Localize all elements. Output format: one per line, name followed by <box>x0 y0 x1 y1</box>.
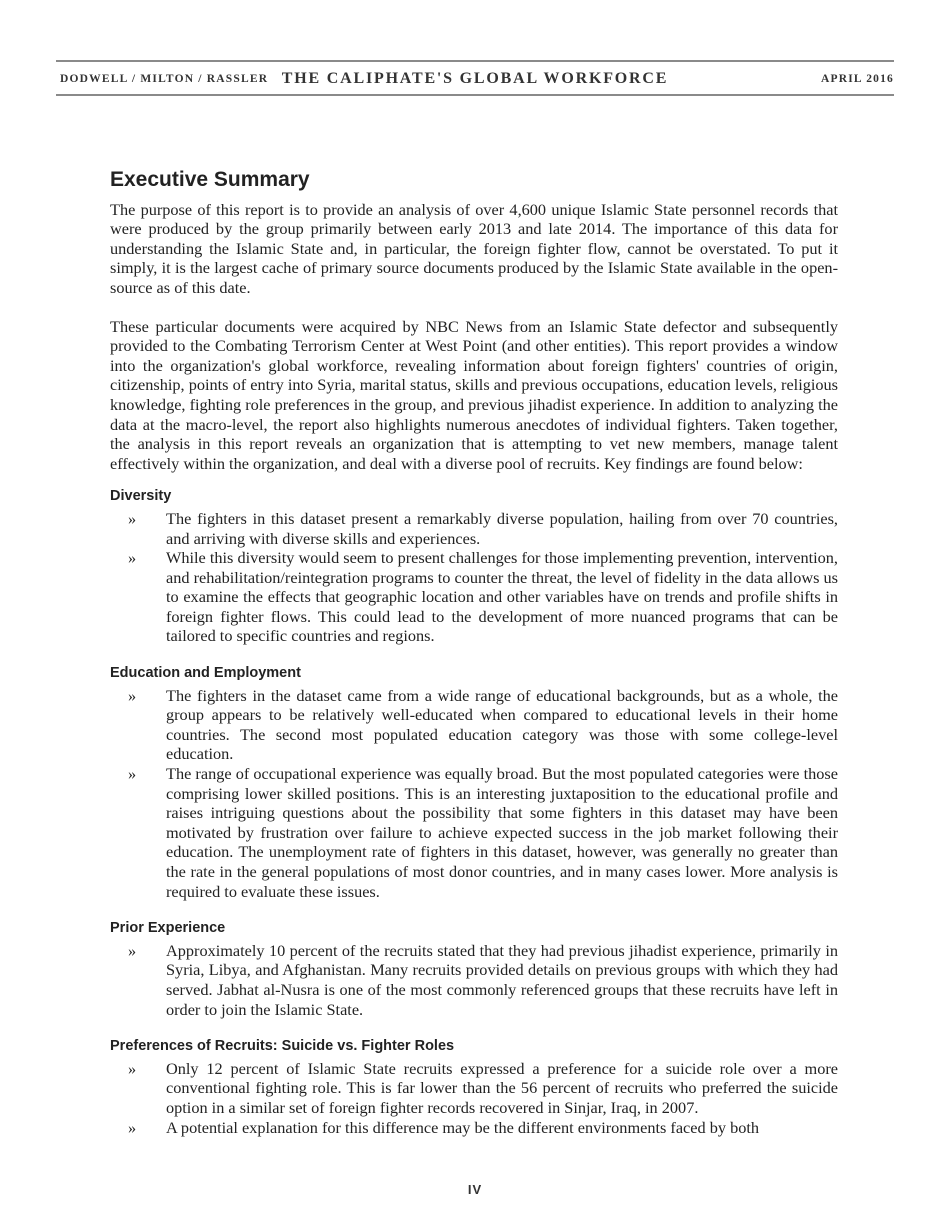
findings-list <box>110 1059 838 1137</box>
findings-list <box>110 686 838 902</box>
list-item <box>110 941 838 1019</box>
list-item <box>110 548 838 646</box>
bullet-marker-icon: » <box>128 1117 137 1137</box>
list-item-text: Only 12 percent of Islamic State recruits expressed a preference for a suicide role over a more conventional fighting role. This is far lower than the 56 percent of recruits who preferred the suicide option in a similar set of foreign fighter records recovered in Sinjar, Iraq, in 2007. <box>166 1058 838 1117</box>
list-item-text: The fighters in this dataset present a remarkably diverse population, hailing from over 70 countries, and arriving with diverse skills and experiences. <box>166 508 838 548</box>
header-date: APRIL 2016 <box>820 73 894 85</box>
header-top-rule <box>56 60 894 62</box>
bullet-marker-icon: » <box>128 685 137 705</box>
header-authors: DODWELL / MILTON / RASSLER <box>60 73 269 85</box>
header-bottom-rule <box>56 94 894 96</box>
list-item <box>110 764 838 901</box>
list-item <box>110 686 838 764</box>
page-content <box>110 170 838 1155</box>
header-title: THE CALIPHATE'S GLOBAL WORKFORCE <box>281 70 669 87</box>
page-title: Executive Summary <box>110 168 310 191</box>
intro-paragraph: These particular documents were acquired by NBC News from an Islamic State defector and subsequently provided to the Combating Terrorism Center at West Point (and other entities). This report provides a window into the organization's global workforce, revealing information about foreign fighters' countries of origin, citizenship, points of entry into Syria, marital status, skills and previous occupations, education levels, religious knowledge, fighting role preferences in the group, and previous jihadist experience. In addition to analyzing the data at the macro-level, the report also highlights numerous anecdotes of individual fighters. Taken together, the analysis in this report reveals an organization that is attempting to vet new members, manage talent effectively within the organization, and deal with a diverse pool of recruits. Key findings are found below: <box>110 316 838 473</box>
bullet-marker-icon: » <box>128 1058 137 1078</box>
list-item-text: The range of occupational experience was equally broad. But the most populated categories were those comprising lower skilled positions. This is an interesting juxtaposition to the educational profile and raises intriguing questions about the possibility that some fighters in this dataset may have been motivated by frustration over failure to achieve expected success in the job market following their education. The unemployment rate of fighters in this dataset, however, was generally no greater than the rate in the general populations of most donor countries, and in many cases lower. More analysis is required to evaluate these issues. <box>166 764 838 901</box>
list-item <box>110 1118 838 1138</box>
findings-list <box>110 509 838 646</box>
list-item-text: The fighters in the dataset came from a wide range of educational backgrounds, but as a whole, the group appears to be relatively well-educated when compared to educational levels in their home countries. The second most populated education category was those with some college-level education. <box>166 685 838 764</box>
list-item-text: A potential explanation for this difference may be the different environments faced by both <box>166 1117 760 1137</box>
list-item-text: Approximately 10 percent of the recruits stated that they had previous jihadist experience, primarily in Syria, Libya, and Afghanistan. Many recruits provided details on previous groups with which they had served. Jabhat al-Nusra is one of the most commonly referenced groups that these recruits have left in order to join the Islamic State. <box>166 940 838 1019</box>
list-item <box>110 1059 838 1118</box>
list-item <box>110 509 838 548</box>
findings-sections <box>110 487 838 1137</box>
page-number: IV <box>467 1182 483 1197</box>
section-heading: Education and Employment <box>110 665 301 682</box>
section-heading: Preferences of Recruits: Suicide vs. Fighter Roles <box>110 1038 455 1055</box>
findings-list <box>110 941 838 1019</box>
section-heading: Prior Experience <box>110 920 226 937</box>
section-heading: Diversity <box>110 488 172 505</box>
list-item-text: While this diversity would seem to present challenges for those implementing prevention, intervention, and rehabilitation/reintegration programs to counter the threat, the level of fidelity in the data allows us to examine the effects that geographic location and other variables have on trends and profile shifts in foreign fighter flows. This could lead to the development of more nuanced programs that can be tailored to specific countries and regions. <box>166 548 838 646</box>
bullet-marker-icon: » <box>128 764 137 784</box>
bullet-marker-icon: » <box>128 548 137 568</box>
bullet-marker-icon: » <box>128 940 137 960</box>
intro-paragraph: The purpose of this report is to provide an analysis of over 4,600 unique Islamic State personnel records that were produced by the group primarily between early 2013 and late 2014. The importance of this data for understanding the Islamic State and, in particular, the foreign fighter flow, cannot be overstated. To put it simply, it is the largest cache of primary source documents produced by the Islamic State available in the open-source as of this date. <box>110 199 838 297</box>
bullet-marker-icon: » <box>128 508 137 528</box>
